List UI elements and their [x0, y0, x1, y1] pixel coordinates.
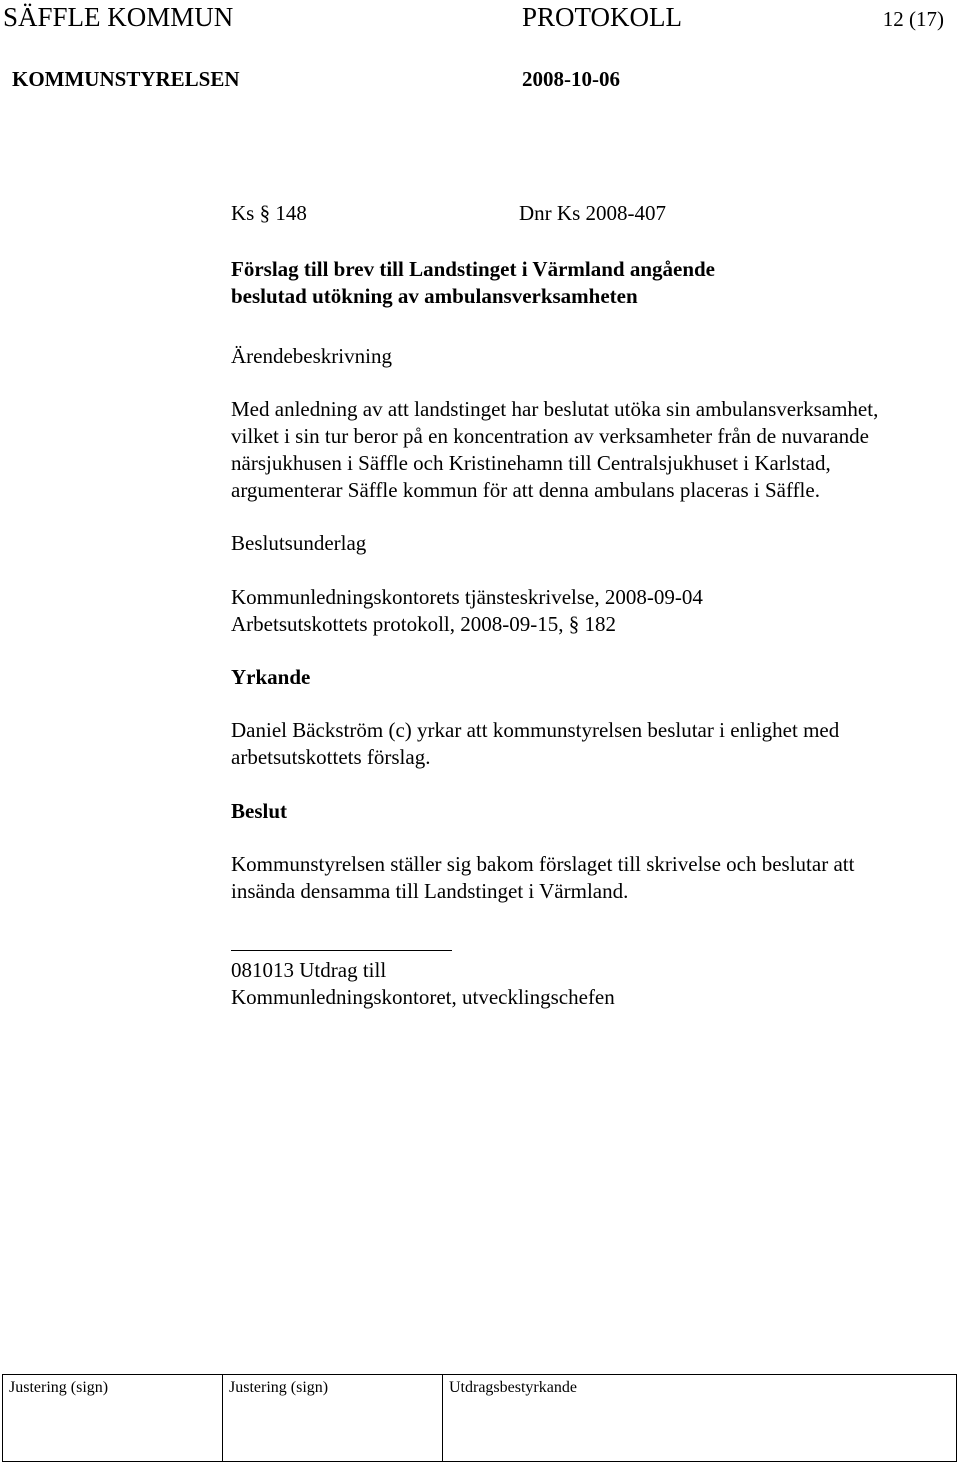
paragraph-line: vilket i sin tur beror på en koncentration av verksamheter från de nuvarande	[231, 424, 869, 448]
page-number: 12 (17)	[882, 7, 944, 31]
section-heading-beslut: Beslut	[231, 799, 288, 823]
paragraph-line: Kommunstyrelsen ställer sig bakom förslaget till skrivelse och beslutar att	[231, 852, 855, 876]
section-heading-yrkande: Yrkande	[231, 665, 311, 689]
section-heading-beslutsunderlag: Beslutsunderlag	[231, 531, 367, 555]
case-title	[231, 256, 951, 310]
paragraph-line: Kommunledningskontoret, utvecklingschefen	[231, 985, 615, 1009]
paragraph-line: närsjukhusen i Säffle och Kristinehamn till Centralsjukhuset i Karlstad,	[231, 451, 831, 475]
signature-cell-justering-1	[3, 1375, 223, 1462]
arendebeskrivning-text	[231, 396, 951, 504]
signature-table	[2, 1374, 957, 1462]
board-name: KOMMUNSTYRELSEN	[12, 67, 240, 91]
meeting-date: 2008-10-06	[522, 67, 620, 91]
paragraph-line: 081013 Utdrag till	[231, 958, 387, 982]
section-heading-arendebeskrivning: Ärendebeskrivning	[231, 344, 392, 368]
signature-cell-label: Justering (sign)	[9, 1379, 109, 1396]
signature-cell-label: Justering (sign)	[229, 1379, 329, 1396]
signature-divider	[231, 950, 452, 951]
beslut-text	[231, 851, 951, 905]
document-reference: Arbetsutskottets protokoll, 2008-09-15, § 182	[231, 612, 616, 636]
beslutsunderlag-list	[231, 584, 951, 638]
case-title-line: beslutad utökning av ambulansverksamheten	[231, 284, 638, 308]
paragraph-line: insända densamma till Landstinget i Värmland.	[231, 879, 629, 903]
utdrag-distribution	[231, 957, 951, 1011]
document-type: PROTOKOLL	[522, 2, 683, 32]
paragraph-line: arbetsutskottets förslag.	[231, 745, 431, 769]
diary-number: Dnr Ks 2008-407	[519, 201, 666, 225]
document-reference: Kommunledningskontorets tjänsteskrivelse, 2008-09-04	[231, 585, 703, 609]
paragraph-line: Daniel Bäckström (c) yrkar att kommunstyrelsen beslutar i enlighet med	[231, 718, 840, 742]
paragraph-number: Ks § 148	[231, 201, 307, 225]
signature-cell-utdragsbestyrkande	[443, 1375, 957, 1462]
paragraph-line: Med anledning av att landstinget har beslutat utöka sin ambulansverksamhet,	[231, 397, 879, 421]
municipality-name: SÄFFLE KOMMUN	[3, 2, 234, 32]
yrkande-text	[231, 717, 951, 771]
case-title-line: Förslag till brev till Landstinget i Värmland angående	[231, 257, 716, 281]
paragraph-line: argumenterar Säffle kommun för att denna ambulans placeras i Säffle.	[231, 478, 820, 502]
signature-cell-label: Utdragsbestyrkande	[449, 1379, 577, 1396]
signature-cell-justering-2	[223, 1375, 443, 1462]
